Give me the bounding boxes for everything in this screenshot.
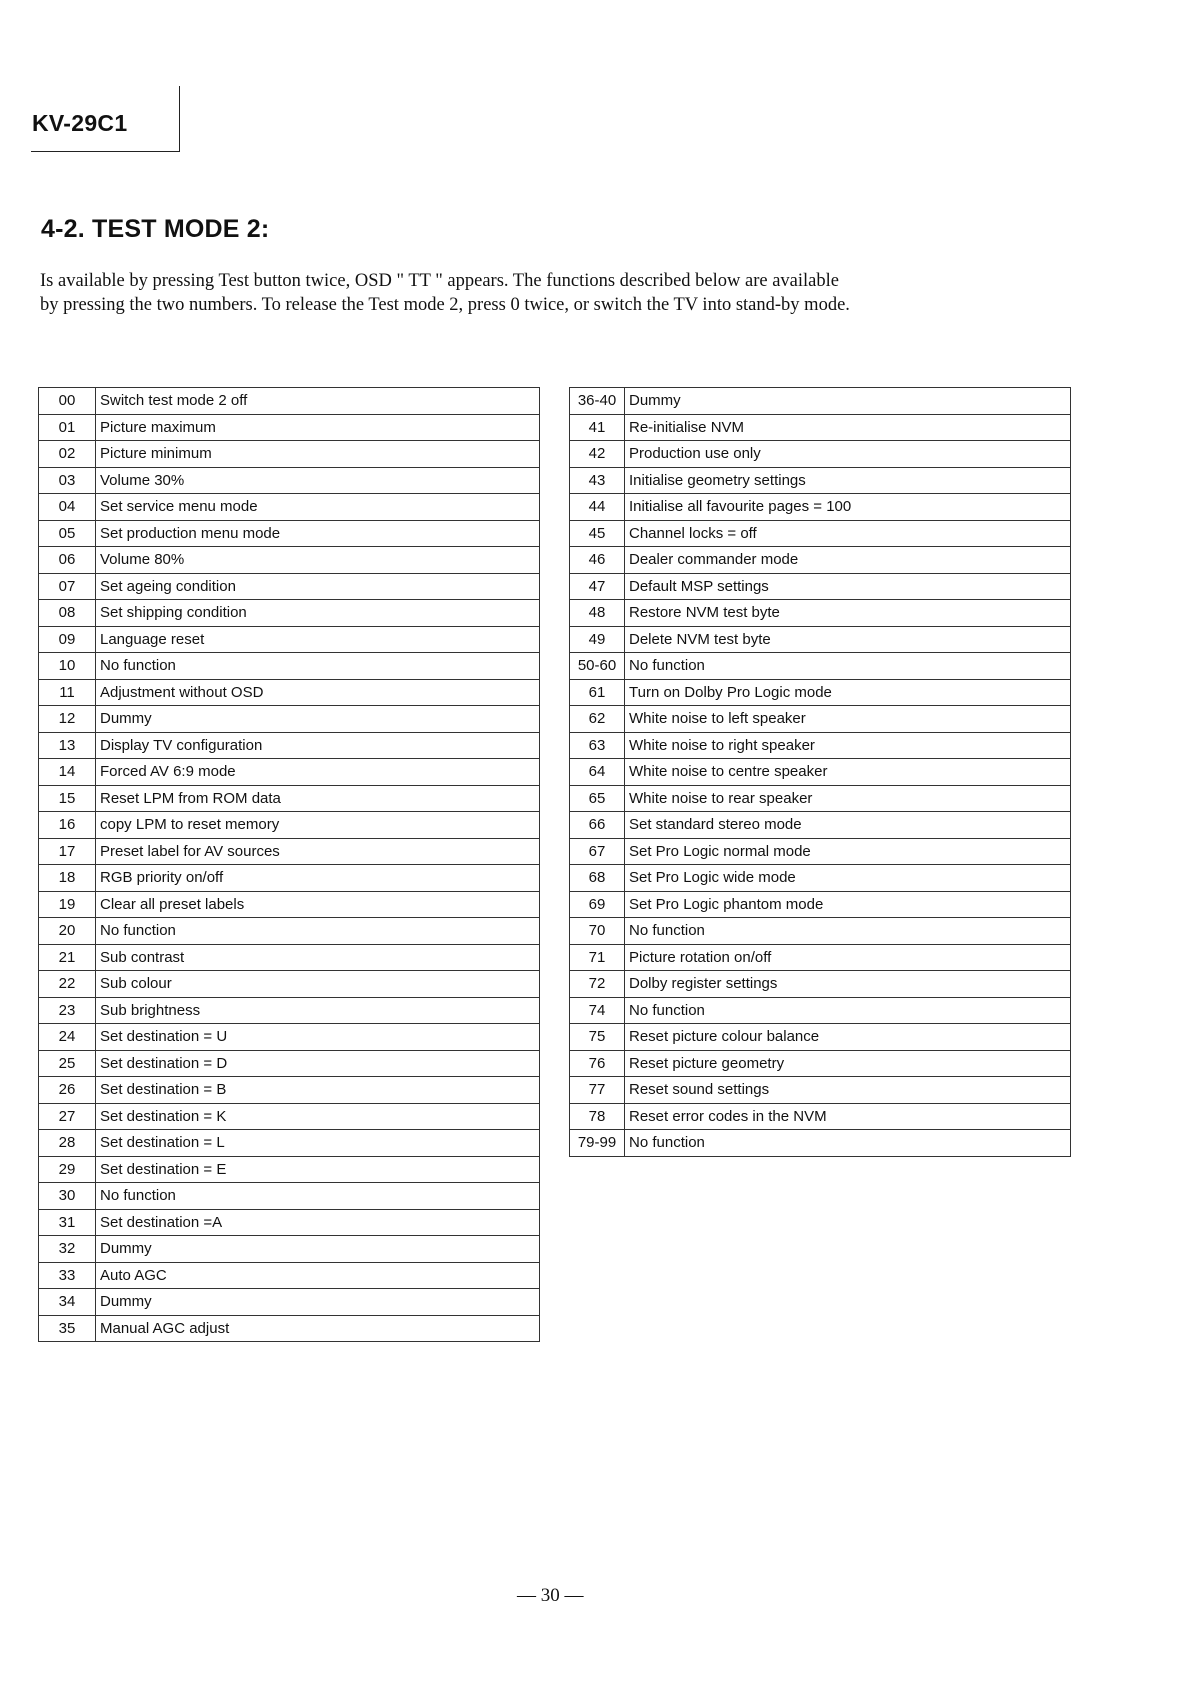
description-cell: Sub brightness [96,997,540,1024]
code-cell: 13 [39,732,96,759]
table-row [39,891,540,918]
model-label: KV-29C1 [32,110,128,136]
code-cell: 25 [39,1050,96,1077]
description-cell: Set shipping condition [96,600,540,627]
table-row [570,600,1071,627]
intro-line: Is available by pressing Test button twice, OSD " TT " appears. The functions described below are available [40,271,839,291]
code-cell: 79-99 [570,1130,625,1157]
table-row [570,388,1071,415]
code-cell: 22 [39,971,96,998]
section-title: 4-2. TEST MODE 2: [41,215,270,243]
intro-line: by pressing the two numbers. To release the Test mode 2, press 0 twice, or switch the TV into stand-by mode. [40,295,850,315]
description-cell: No function [96,653,540,680]
table-row [570,520,1071,547]
table-row [570,838,1071,865]
table-row [570,944,1071,971]
description-cell: No function [625,1130,1071,1157]
description-cell: Sub contrast [96,944,540,971]
code-cell: 45 [570,520,625,547]
description-cell: Picture rotation on/off [625,944,1071,971]
table-row [39,1183,540,1210]
code-cell: 01 [39,414,96,441]
table-row [39,971,540,998]
description-cell: Set destination = E [96,1156,540,1183]
table-row [39,467,540,494]
table-row [39,1077,540,1104]
table-row [570,865,1071,892]
table-row [570,1024,1071,1051]
code-cell: 76 [570,1050,625,1077]
table-row [39,520,540,547]
table-row [570,573,1071,600]
code-cell: 04 [39,494,96,521]
code-cell: 50-60 [570,653,625,680]
description-cell: copy LPM to reset memory [96,812,540,839]
description-cell: Dummy [96,1236,540,1263]
code-cell: 78 [570,1103,625,1130]
code-cell: 71 [570,944,625,971]
table-row [570,785,1071,812]
table-row [570,1130,1071,1157]
description-cell: Reset error codes in the NVM [625,1103,1071,1130]
table-row [39,679,540,706]
description-cell: Set service menu mode [96,494,540,521]
table-row [39,1050,540,1077]
code-cell: 08 [39,600,96,627]
table-row [570,494,1071,521]
description-cell: Picture maximum [96,414,540,441]
code-cell: 77 [570,1077,625,1104]
code-cell: 68 [570,865,625,892]
description-cell: Turn on Dolby Pro Logic mode [625,679,1071,706]
description-cell: Auto AGC [96,1262,540,1289]
code-cell: 19 [39,891,96,918]
code-cell: 10 [39,653,96,680]
intro-paragraph [40,269,970,317]
description-cell: Reset sound settings [625,1077,1071,1104]
description-cell: Switch test mode 2 off [96,388,540,415]
code-cell: 29 [39,1156,96,1183]
description-cell: White noise to centre speaker [625,759,1071,786]
description-cell: Set destination = K [96,1103,540,1130]
code-cell: 00 [39,388,96,415]
description-cell: Set Pro Logic phantom mode [625,891,1071,918]
code-cell: 36-40 [570,388,625,415]
table-row [570,547,1071,574]
table-row [39,1024,540,1051]
code-cell: 33 [39,1262,96,1289]
table-row [39,1209,540,1236]
table-row [570,891,1071,918]
code-cell: 32 [39,1236,96,1263]
description-cell: No function [625,997,1071,1024]
code-cell: 09 [39,626,96,653]
table-row [570,997,1071,1024]
description-cell: Re-initialise NVM [625,414,1071,441]
test-codes-table-left [38,387,540,1342]
table-row [39,706,540,733]
code-cell: 46 [570,547,625,574]
code-cell: 26 [39,1077,96,1104]
table-row [39,1130,540,1157]
table-row [39,547,540,574]
code-cell: 61 [570,679,625,706]
description-cell: Set destination = B [96,1077,540,1104]
description-cell: White noise to left speaker [625,706,1071,733]
description-cell: No function [96,1183,540,1210]
code-cell: 42 [570,441,625,468]
code-cell: 15 [39,785,96,812]
code-cell: 21 [39,944,96,971]
table-row [39,494,540,521]
description-cell: No function [625,918,1071,945]
code-cell: 65 [570,785,625,812]
description-cell: Set Pro Logic wide mode [625,865,1071,892]
code-cell: 63 [570,732,625,759]
description-cell: Manual AGC adjust [96,1315,540,1342]
description-cell: Language reset [96,626,540,653]
table-row [570,759,1071,786]
code-cell: 74 [570,997,625,1024]
description-cell: Default MSP settings [625,573,1071,600]
description-cell: Delete NVM test byte [625,626,1071,653]
table-row [39,1236,540,1263]
description-cell: Set Pro Logic normal mode [625,838,1071,865]
description-cell: No function [96,918,540,945]
description-cell: Dummy [625,388,1071,415]
table-row [39,732,540,759]
table-row [570,918,1071,945]
table-row [39,388,540,415]
code-cell: 17 [39,838,96,865]
code-cell: 49 [570,626,625,653]
table-row [570,679,1071,706]
table-row [570,971,1071,998]
code-cell: 05 [39,520,96,547]
table-row [39,944,540,971]
table-row [39,838,540,865]
table-row [39,1289,540,1316]
table-row [570,732,1071,759]
description-cell: Sub colour [96,971,540,998]
table-row [39,1103,540,1130]
description-cell: White noise to right speaker [625,732,1071,759]
code-cell: 16 [39,812,96,839]
code-cell: 66 [570,812,625,839]
code-cell: 14 [39,759,96,786]
code-cell: 44 [570,494,625,521]
code-cell: 48 [570,600,625,627]
code-cell: 20 [39,918,96,945]
table-row [570,1077,1071,1104]
code-cell: 06 [39,547,96,574]
code-cell: 64 [570,759,625,786]
code-cell: 11 [39,679,96,706]
table-row [39,759,540,786]
table-row [39,573,540,600]
code-cell: 70 [570,918,625,945]
table-row [39,997,540,1024]
description-cell: Dummy [96,1289,540,1316]
code-cell: 24 [39,1024,96,1051]
code-cell: 31 [39,1209,96,1236]
description-cell: Picture minimum [96,441,540,468]
table-row [39,1315,540,1342]
table-row [39,653,540,680]
description-cell: RGB priority on/off [96,865,540,892]
table-row [39,785,540,812]
description-cell: Preset label for AV sources [96,838,540,865]
description-cell: Reset picture colour balance [625,1024,1071,1051]
description-cell: Clear all preset labels [96,891,540,918]
description-cell: Set standard stereo mode [625,812,1071,839]
description-cell: Forced AV 6:9 mode [96,759,540,786]
table-row [39,441,540,468]
code-cell: 75 [570,1024,625,1051]
code-cell: 69 [570,891,625,918]
code-cell: 41 [570,414,625,441]
code-cell: 72 [570,971,625,998]
code-cell: 27 [39,1103,96,1130]
description-cell: Adjustment without OSD [96,679,540,706]
table-row [570,1103,1071,1130]
table-row [39,600,540,627]
code-cell: 43 [570,467,625,494]
code-cell: 35 [39,1315,96,1342]
code-cell: 34 [39,1289,96,1316]
description-cell: Set destination = L [96,1130,540,1157]
description-cell: Set ageing condition [96,573,540,600]
code-cell: 47 [570,573,625,600]
description-cell: Dolby register settings [625,971,1071,998]
description-cell: Set production menu mode [96,520,540,547]
code-cell: 07 [39,573,96,600]
description-cell: White noise to rear speaker [625,785,1071,812]
description-cell: Reset picture geometry [625,1050,1071,1077]
table-row [39,414,540,441]
description-cell: Dealer commander mode [625,547,1071,574]
description-cell: Set destination = D [96,1050,540,1077]
table-row [570,1050,1071,1077]
table-row [570,467,1071,494]
page-number: — 30 — [517,1585,584,1606]
table-row [570,706,1071,733]
code-cell: 02 [39,441,96,468]
code-cell: 62 [570,706,625,733]
test-codes-table-right [569,387,1071,1157]
code-cell: 12 [39,706,96,733]
description-cell: Volume 30% [96,467,540,494]
description-cell: Set destination = U [96,1024,540,1051]
description-cell: No function [625,653,1071,680]
description-cell: Initialise all favourite pages = 100 [625,494,1071,521]
code-cell: 30 [39,1183,96,1210]
code-cell: 28 [39,1130,96,1157]
description-cell: Reset LPM from ROM data [96,785,540,812]
code-cell: 23 [39,997,96,1024]
code-cell: 03 [39,467,96,494]
table-row [570,812,1071,839]
description-cell: Channel locks = off [625,520,1071,547]
description-cell: Dummy [96,706,540,733]
table-row [570,653,1071,680]
table-row [570,414,1071,441]
table-row [39,812,540,839]
code-cell: 67 [570,838,625,865]
table-row [570,441,1071,468]
description-cell: Display TV configuration [96,732,540,759]
description-cell: Volume 80% [96,547,540,574]
code-cell: 18 [39,865,96,892]
table-row [39,865,540,892]
description-cell: Production use only [625,441,1071,468]
description-cell: Set destination =A [96,1209,540,1236]
description-cell: Restore NVM test byte [625,600,1071,627]
table-row [39,918,540,945]
table-row [39,1262,540,1289]
table-row [39,1156,540,1183]
description-cell: Initialise geometry settings [625,467,1071,494]
table-row [570,626,1071,653]
table-row [39,626,540,653]
